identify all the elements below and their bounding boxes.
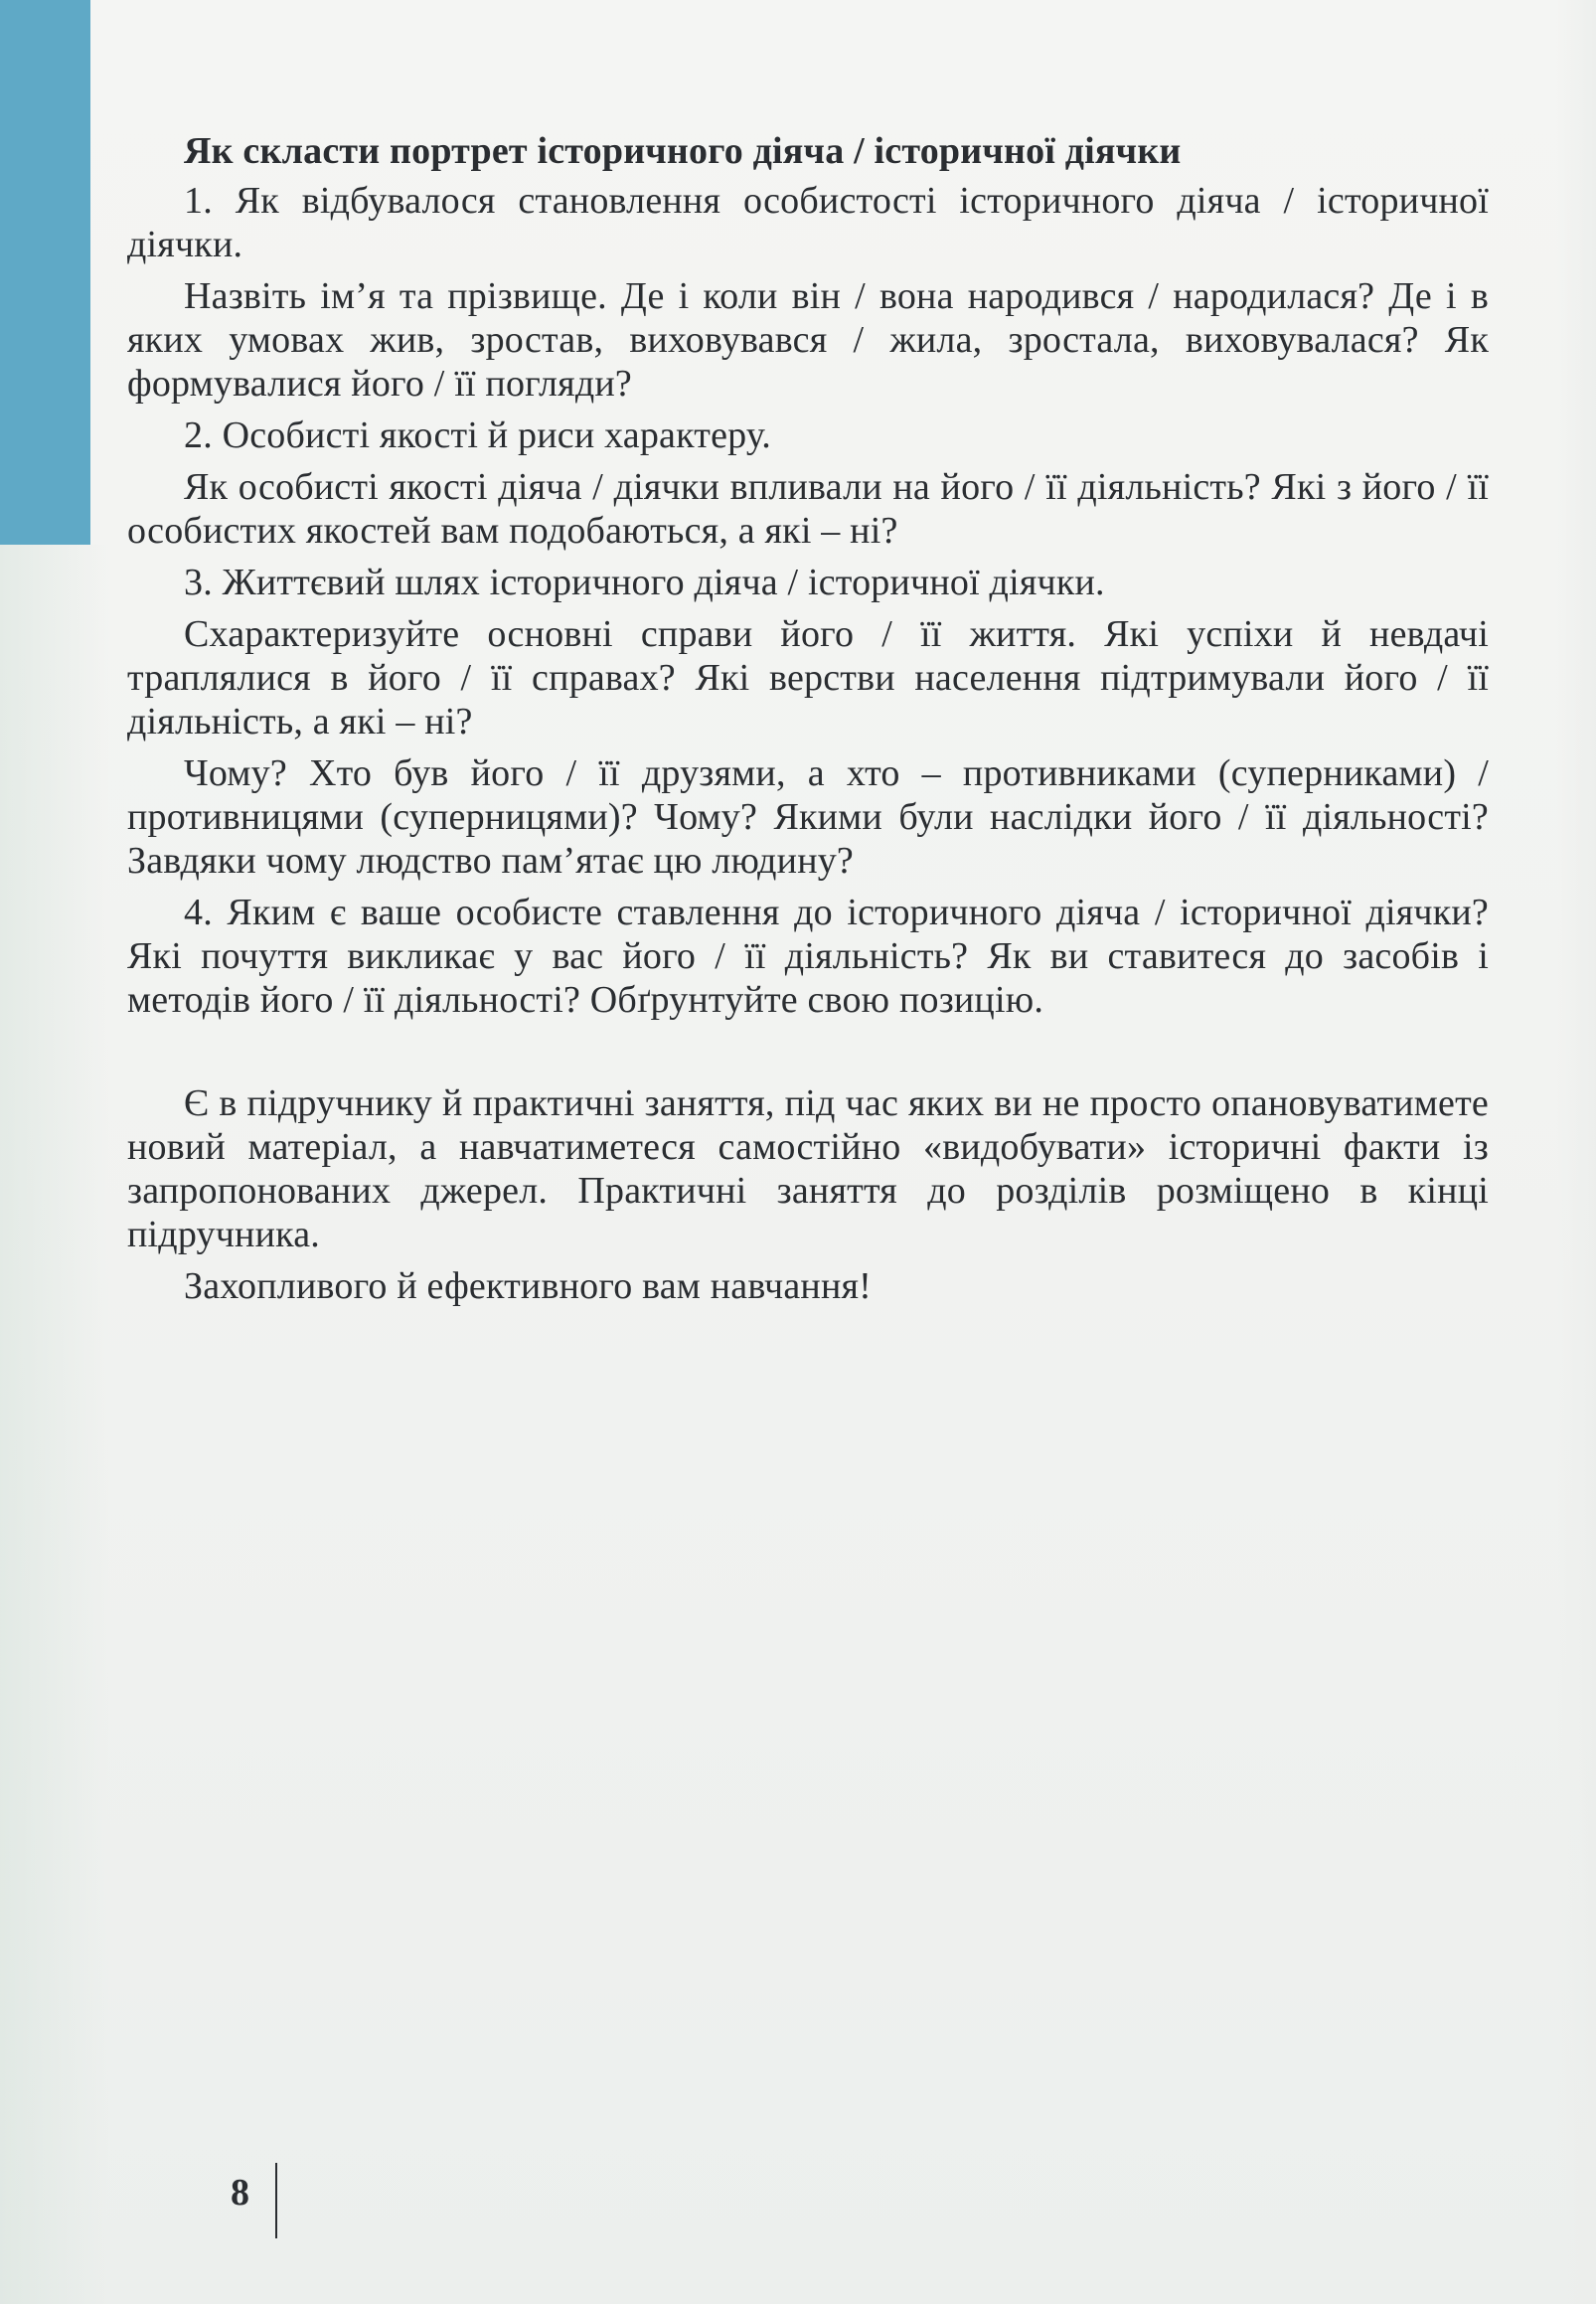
blue-margin-tab — [0, 0, 90, 545]
practical-paragraph: Є в підручнику й практичні заняття, під час яких ви не просто опановуватимете новий матеріал, а навчатиметеся самостійно «видобувати» історичні факти із запропонованих джерел. Практичні заняття до розділів розміщено в кінці підручника. — [127, 1082, 1489, 1255]
page-content — [127, 129, 1489, 1308]
step-1-body: Назвіть ім’я та прізвище. Де і коли він / вона народився / народилася? Де і в яких умовах жив, зростав, виховувався / жила, зростала, виховувалася? Як формувалися його / її погляди? — [127, 275, 1489, 405]
section-heading: Як скласти портрет історичного діяча / історичної діячки — [184, 130, 1182, 172]
page-gutter-shadow — [0, 545, 109, 2304]
step-1-title: 1. Як відбувалося становлення особистості історичного діяча / історичної діячки. — [127, 180, 1489, 265]
page-number-rule — [275, 2163, 277, 2238]
page-edge — [1556, 0, 1596, 2304]
step-3-body-continued: Чому? Хто був його / її друзями, а хто – противниками (суперниками) / противницями (суперницями)? Чому? Якими були наслідки його / її діяльності? Завдяки чому людство пам’ятає цю людину? — [127, 752, 1489, 882]
step-2-body: Як особисті якості діяча / діячки впливали на його / її діяльність? Які з його / її особистих якостей вам подобаються, а які – ні? — [127, 466, 1489, 552]
page-number: 8 — [231, 2172, 249, 2214]
step-3-body: Схарактеризуйте основні справи його / її життя. Які успіхи й невдачі траплялися в його / її справах? Які верстви населення підтримували його / її діяльність, а які – ні? — [127, 613, 1489, 742]
closing-wish: Захопливого й ефективного вам навчання! — [184, 1265, 873, 1307]
step-3-title: 3. Життєвий шлях історичного діяча / історичної діячки. — [184, 562, 1105, 603]
step-4-title: 4. Яким є ваше особисте ставлення до історичного діяча / історичної діячки? Які почуття викликає у вас його / її діяльність? Як ви ставитеся до засобів і методів його / її діяльності? Обґрунтуйте свою позицію. — [127, 892, 1489, 1021]
step-2-title: 2. Особисті якості й риси характеру. — [184, 414, 771, 456]
